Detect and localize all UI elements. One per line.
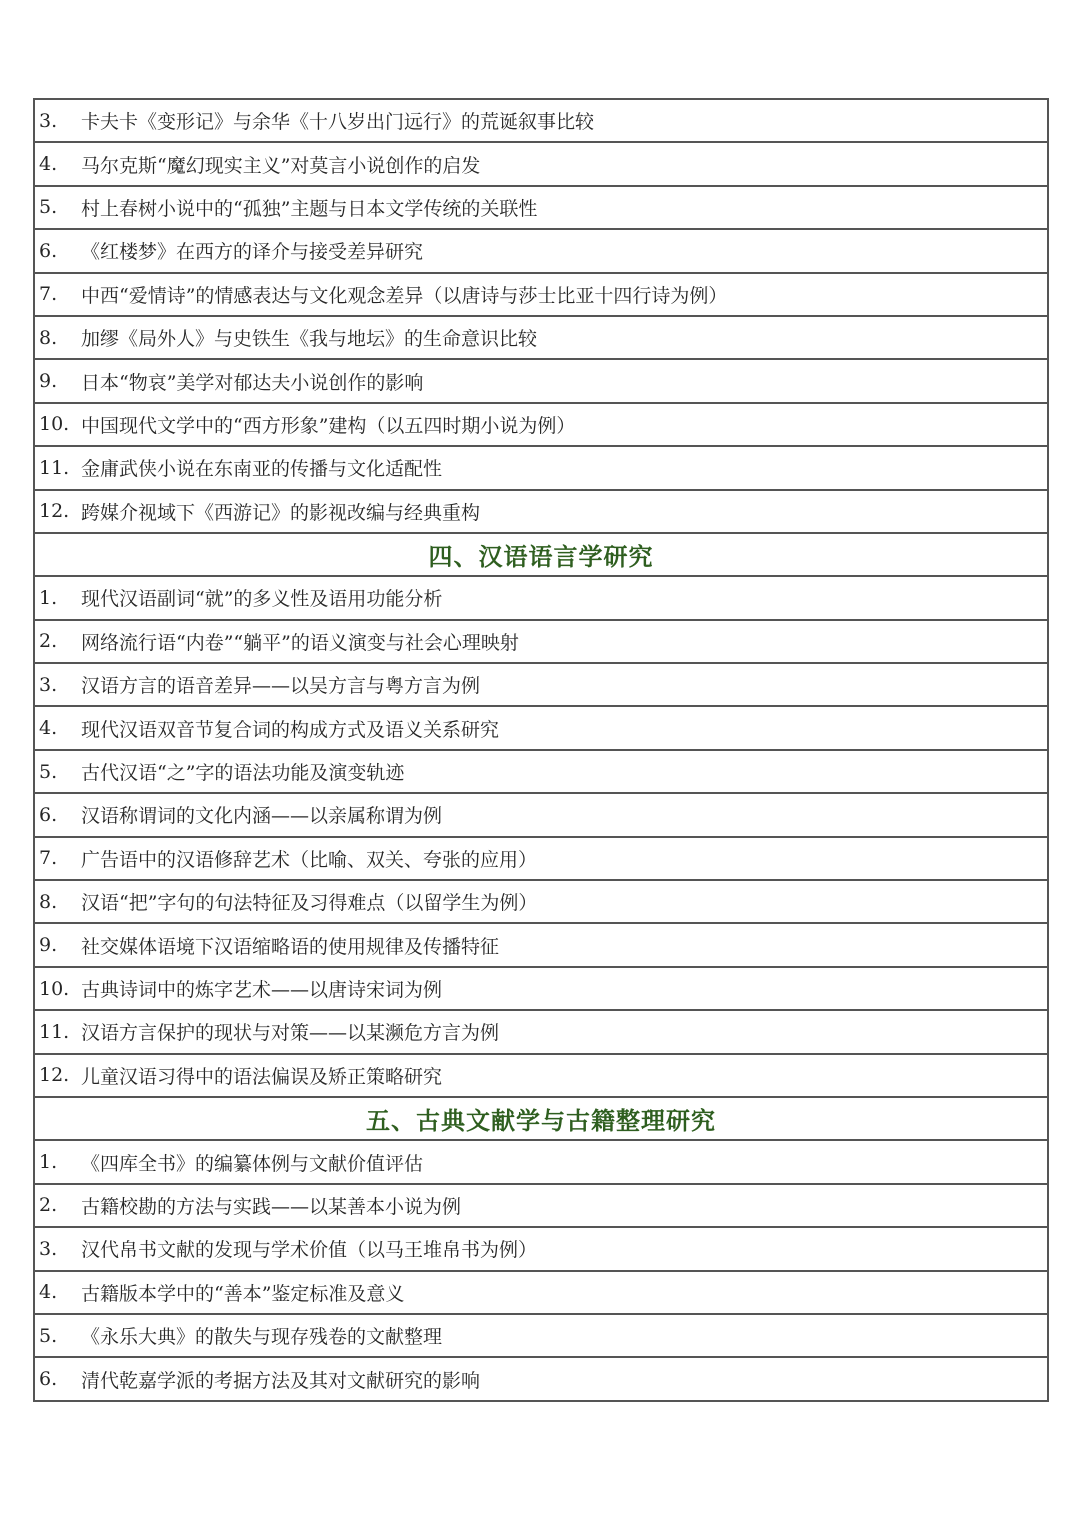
item-title: 卡夫卡《变形记》与余华《十八岁出门远行》的荒诞叙事比较 — [81, 111, 595, 134]
item-number: 3. — [39, 673, 58, 696]
table-row — [35, 230, 1047, 273]
item-title: 《红楼梦》在西方的译介与接受差异研究 — [81, 241, 424, 264]
item-title: 古代汉语“之”字的语法功能及演变轨迹 — [81, 762, 405, 785]
item-title: 古籍版本学中的“善本”鉴定标准及意义 — [81, 1282, 405, 1305]
item-title: 儿童汉语习得中的语法偏误及矫正策略研究 — [81, 1065, 443, 1088]
item-title: 日本“物哀”美学对郁达夫小说创作的影响 — [81, 371, 424, 394]
table-row — [35, 1055, 1047, 1098]
item-title: 古典诗词中的炼字艺术——以唐诗宋词为例 — [81, 979, 443, 1001]
item-title: 网络流行语“内卷”“躺平”的语义演变与社会心理映射 — [81, 631, 519, 654]
table-row — [35, 707, 1047, 750]
item-number: 10. — [39, 977, 70, 1000]
table-row — [35, 1358, 1047, 1401]
item-number: 9. — [39, 934, 58, 957]
item-title: 古籍校勘的方法与实践——以某善本小说为例 — [81, 1195, 462, 1218]
table-row — [35, 577, 1047, 620]
table-row — [35, 924, 1047, 967]
item-title: 中西“爱情诗”的情感表达与文化观念差异（以唐诗与莎士比亚十四行诗为例） — [81, 284, 728, 307]
item-title: 跨媒介视域下《西游记》的影视改编与经典重构 — [81, 501, 481, 524]
item-number: 8. — [39, 326, 58, 349]
table-row — [35, 621, 1047, 664]
table-row — [35, 187, 1047, 230]
item-title: 清代乾嘉学派的考据方法及其对文献研究的影响 — [81, 1369, 481, 1392]
item-number: 1. — [39, 1151, 58, 1174]
table-row — [35, 1272, 1047, 1315]
item-number: 12. — [39, 500, 70, 523]
table-row — [35, 143, 1047, 186]
table-row — [35, 404, 1047, 447]
item-number: 3. — [39, 109, 58, 132]
item-title: 村上春树小说中的“孤独”主题与日本文学传统的关联性 — [81, 197, 538, 220]
section-heading: 五、古典文献学与古籍整理研究 — [35, 1098, 1047, 1141]
item-number: 7. — [39, 847, 58, 870]
item-number: 4. — [39, 153, 58, 176]
item-number: 8. — [39, 890, 58, 913]
table-row — [35, 100, 1047, 143]
table-row — [35, 664, 1047, 707]
table-row — [35, 1185, 1047, 1228]
item-title: 《永乐大典》的散失与现存残卷的文献整理 — [81, 1326, 443, 1349]
item-title: 现代汉语副词“就”的多义性及语用功能分析 — [81, 588, 443, 611]
item-title: 马尔克斯“魔幻现实主义”对莫言小说创作的启发 — [81, 154, 481, 177]
item-title: 社交媒体语境下汉语缩略语的使用规律及传播特征 — [81, 935, 500, 958]
item-number: 1. — [39, 586, 58, 609]
table-row — [35, 838, 1047, 881]
item-title: 广告语中的汉语修辞艺术（比喻、双关、夸张的应用） — [81, 848, 538, 871]
table-row — [35, 274, 1047, 317]
item-number: 3. — [39, 1237, 58, 1260]
item-number: 4. — [39, 717, 58, 740]
table-row — [35, 751, 1047, 794]
table-row — [35, 491, 1047, 534]
item-number: 5. — [39, 760, 58, 783]
table-row — [35, 447, 1047, 490]
item-title: 汉语方言保护的现状与对策——以某濒危方言为例 — [81, 1022, 500, 1045]
item-title: 汉语称谓词的文化内涵——以亲属称谓为例 — [81, 805, 443, 828]
item-number: 9. — [39, 370, 58, 393]
topic-table — [33, 98, 1049, 1402]
item-title: 汉语方言的语音差异——以吴方言与粤方言为例 — [81, 675, 481, 698]
item-number: 11. — [39, 1020, 70, 1043]
table-row — [35, 1141, 1047, 1184]
item-number: 12. — [39, 1064, 70, 1087]
table-row — [35, 794, 1047, 837]
table-row — [35, 360, 1047, 403]
item-title: 汉代帛书文献的发现与学术价值（以马王堆帛书为例） — [81, 1239, 538, 1262]
table-row — [35, 881, 1047, 924]
item-number: 6. — [39, 239, 58, 262]
item-title: 汉语“把”字句的句法特征及习得难点（以留学生为例） — [81, 892, 538, 915]
table-row — [35, 317, 1047, 360]
section-heading: 四、汉语语言学研究 — [35, 534, 1047, 577]
item-title: 《四库全书》的编纂体例与文献价值评估 — [81, 1152, 424, 1175]
table-row — [35, 1228, 1047, 1271]
table-row — [35, 968, 1047, 1011]
item-number: 2. — [39, 630, 58, 653]
item-number: 5. — [39, 1324, 58, 1347]
item-number: 10. — [39, 413, 70, 436]
item-number: 2. — [39, 1194, 58, 1217]
item-number: 7. — [39, 283, 58, 306]
item-title: 现代汉语双音节复合词的构成方式及语义关系研究 — [81, 718, 500, 741]
item-number: 11. — [39, 456, 70, 479]
item-number: 6. — [39, 803, 58, 826]
item-title: 中国现代文学中的“西方形象”建构（以五四时期小说为例） — [81, 414, 576, 437]
item-title: 金庸武侠小说在东南亚的传播与文化适配性 — [81, 458, 443, 481]
table-row — [35, 1011, 1047, 1054]
item-title: 加缪《局外人》与史铁生《我与地坛》的生命意识比较 — [81, 328, 538, 351]
table-row — [35, 1315, 1047, 1358]
item-number: 4. — [39, 1281, 58, 1304]
item-number: 5. — [39, 196, 58, 219]
item-number: 6. — [39, 1368, 58, 1391]
